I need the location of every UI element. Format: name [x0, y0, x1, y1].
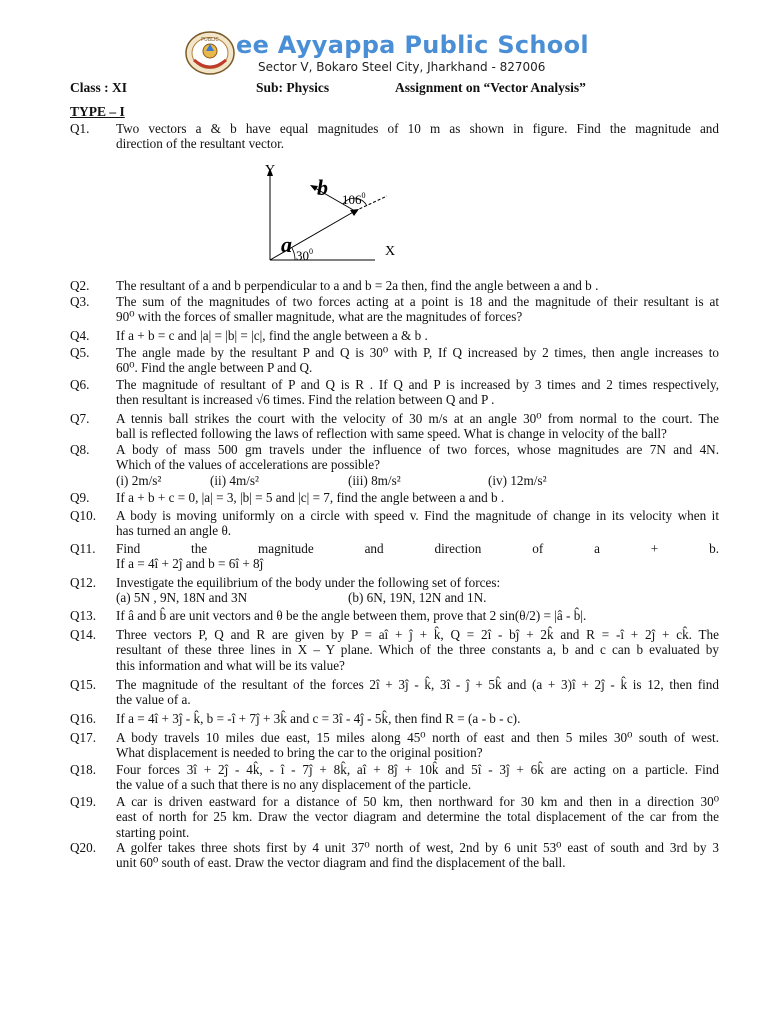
vector-b-label: b [317, 175, 328, 200]
angle-106-label: $106^0$ [342, 191, 366, 207]
question-line: 90⁰ with the forces of smaller magnitude, what are the magnitudes of forces? [116, 309, 523, 325]
question-text [116, 345, 719, 376]
question-line: A car is driven eastward for a distance of 50 km, then northward for 30 km and then in a direction 30⁰ [116, 794, 719, 809]
question-line: direction of the resultant vector. [116, 136, 285, 152]
subject-label: Sub: Physics [256, 80, 330, 95]
assignment-title: Assignment on “Vector Analysis” [395, 80, 586, 95]
question-number: Q9. [70, 490, 90, 505]
question-line: Four forces 3î + 2ĵ - 4k̂, - î - 7ĵ + 8k̂, aî + 8ĵ + 10k̂ and 5î - 3ĵ + 6k̂ are acting on a particle. Find [116, 762, 719, 777]
question-line: The resultant of a and b perpendicular to a and b = 2a then, find the angle between a and b . [116, 278, 599, 293]
question-line: If a + b = c and |a| = |b| = |c|, find the angle between a & b . [116, 328, 428, 343]
svg-text:PUBLIC: PUBLIC [201, 37, 219, 43]
school-logo-icon [184, 30, 236, 76]
question-number: Q5. [70, 345, 90, 360]
question-line: unit 60⁰ south of east. Draw the vector diagram and find the displacement of the ball. [116, 855, 566, 871]
question-line: starting point. [116, 824, 190, 840]
question-number: Q20. [70, 840, 97, 855]
question-line: The sum of the magnitudes of two forces acting at a point is 18 and the magnitude of their resultant is at [116, 294, 719, 309]
question-line: If a + b + c = 0, |a| = 3, |b| = 5 and |c| = 7, find the angle between a and b . [116, 490, 505, 505]
answer-option: (ii) 4m/s² [210, 472, 260, 488]
question-line: ball is reflected following the laws of reflection with same speed. What is change in velocity of the ball? [116, 426, 667, 442]
question-text [116, 121, 719, 152]
question-text [116, 762, 719, 793]
question-text [116, 490, 719, 505]
question-text [116, 377, 719, 408]
answer-option: (i) 2m/s² [116, 472, 162, 488]
vector-figure [255, 160, 415, 265]
section-title: TYPE – I [70, 104, 125, 119]
question-text [116, 608, 719, 623]
answer-option: (b) 6N, 19N, 12N and 1N. [348, 590, 487, 606]
question-line: 60⁰. Find the angle between P and Q. [116, 360, 313, 376]
question-line: Three vectors P, Q and R are given by P = aî + ĵ + k̂, Q = 2î - bĵ + 2k̂ and R = -î + 2ĵ + ck̂. The [116, 627, 719, 642]
question-text [116, 575, 719, 606]
school-address: Sector V, Bokaro Steel City, Jharkhand - 827006 [258, 60, 546, 74]
question-line: resultant of these three lines in X – Y plane. Which of the three constants a, b and c can b evaluated by [116, 642, 719, 658]
question-line: A body of mass 500 gm travels under the influence of two forces, whose magnitudes are 7N and 4N. [116, 442, 719, 457]
question-line: What displacement is needed to bring the car to the original position? [116, 745, 483, 761]
question-number: Q7. [70, 411, 90, 426]
question-text [116, 294, 719, 325]
question-number: Q2. [70, 278, 90, 293]
question-text [116, 541, 719, 572]
question-text [116, 711, 719, 726]
question-line: The magnitude of the resultant of the forces 2î + 3ĵ - k̂, 3î - ĵ + 5k̂ and (a + 3)î + 2ĵ - k̂ is 12, then find [116, 677, 719, 692]
answer-option: (iv) 12m/s² [488, 472, 547, 488]
question-line: Find the magnitude and direction of a + b. [116, 541, 719, 556]
x-axis-label: X [385, 244, 396, 259]
question-number: Q8. [70, 442, 90, 457]
angle-30-label: $30^0$ [296, 247, 313, 263]
vector-a-label: a [281, 232, 292, 257]
question-text [116, 794, 719, 840]
question-line: the value of a. [116, 692, 191, 708]
question-number: Q10. [70, 508, 97, 523]
class-label: Class : XI [70, 80, 128, 95]
question-line: has turned an angle θ. [116, 523, 232, 539]
question-number: Q1. [70, 121, 90, 136]
question-number: Q3. [70, 294, 90, 309]
question-line: A golfer takes three shots first by 4 unit 37⁰ north of west, 2nd by 6 unit 53⁰ east of south and 3rd by 3 [116, 840, 719, 855]
question-text [116, 442, 719, 488]
question-line: If â and b̂ are unit vectors and θ be the angle between them, prove that 2 sin(θ/2) = |â - b̂|. [116, 608, 587, 623]
question-text [116, 508, 719, 539]
question-number: Q11. [70, 541, 96, 556]
question-line: If a = 4î + 3ĵ - k̂, b = -î + 7ĵ + 3k̂ and c = 3î - 4ĵ - 5k̂, then find R = (a - b - c). [116, 711, 521, 726]
question-number: Q4. [70, 328, 90, 343]
question-line: The angle made by the resultant P and Q is 30⁰ with P, If Q increased by 2 times, then angle increases to [116, 345, 719, 360]
question-text [116, 328, 719, 343]
answer-option: (iii) 8m/s² [348, 472, 401, 488]
question-text [116, 411, 719, 442]
question-line: this information and what will be its value? [116, 657, 345, 673]
question-number: Q18. [70, 762, 97, 777]
question-text [116, 677, 719, 708]
question-line: the value of a such that there is no any displacement of the particle. [116, 777, 472, 793]
question-line: Investigate the equilibrium of the body under the following set of forces: [116, 575, 501, 590]
question-text [116, 840, 719, 871]
question-number: Q19. [70, 794, 97, 809]
question-number: Q15. [70, 677, 97, 692]
question-line: Which of the values of accelerations are possible? [116, 457, 381, 473]
question-line: east of north for 25 km. Draw the vector diagram and determine the total displacement of the car from the [116, 809, 719, 825]
question-line: A body is moving uniformly on a circle with speed v. Find the magnitude of change in its velocity when it [116, 508, 719, 523]
answer-option: (a) 5N , 9N, 18N and 3N [116, 590, 248, 606]
school-name: ee Ayyappa Public School [236, 31, 589, 59]
y-axis-label: Y [265, 163, 276, 178]
question-text [116, 627, 719, 673]
question-line: Two vectors a & b have equal magnitudes of 10 m as shown in figure. Find the magnitude and [116, 121, 719, 136]
question-line: If a = 4î + 2ĵ and b = 6î + 8ĵ [116, 556, 264, 572]
question-number: Q13. [70, 608, 97, 623]
question-line: then resultant is increased √6 times. Find the relation between Q and P . [116, 392, 495, 408]
question-number: Q6. [70, 377, 90, 392]
question-line: A tennis ball strikes the court with the velocity of 30 m/s at an angle 30⁰ from normal to the court. The [116, 411, 719, 426]
question-line: A body travels 10 miles due east, 15 miles along 45⁰ north of east and then 5 miles 30⁰ south of west. [116, 730, 719, 745]
question-number: Q16. [70, 711, 97, 726]
question-line: The magnitude of resultant of P and Q is R . If Q and P is increased by 3 times and 2 times respectively, [116, 377, 719, 392]
question-number: Q17. [70, 730, 97, 745]
question-number: Q12. [70, 575, 97, 590]
question-number: Q14. [70, 627, 97, 642]
answer-options [116, 473, 719, 488]
question-text [116, 278, 719, 293]
question-text [116, 730, 719, 761]
answer-options [116, 590, 719, 605]
